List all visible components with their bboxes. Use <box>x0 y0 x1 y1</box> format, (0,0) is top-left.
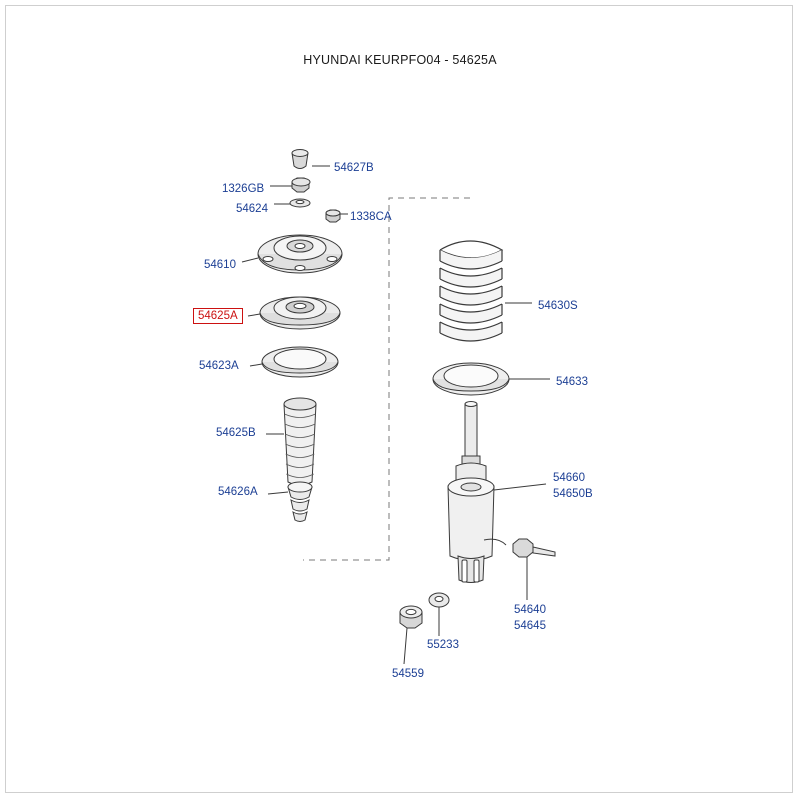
part-label-54626A[interactable]: 54626A <box>218 486 258 498</box>
part-54626A <box>268 482 312 522</box>
part-label-54640[interactable]: 54640 <box>514 604 546 616</box>
part-label-54624[interactable]: 54624 <box>236 203 268 215</box>
part-label-54625B[interactable]: 54625B <box>216 427 256 439</box>
part-54640 <box>513 539 555 600</box>
part-label-54633[interactable]: 54633 <box>556 376 588 388</box>
page-title: HYUNDAI KEURPFO04 - 54625A <box>303 53 497 67</box>
part-label-55233[interactable]: 55233 <box>427 639 459 651</box>
part-label-54660[interactable]: 54660 <box>553 472 585 484</box>
part-label-54623A[interactable]: 54623A <box>199 360 239 372</box>
part-label-54559[interactable]: 54559 <box>392 668 424 680</box>
part-54559 <box>400 606 422 664</box>
part-54624 <box>274 199 310 207</box>
part-54610 <box>242 235 342 273</box>
part-54625A <box>248 297 340 329</box>
part-54630S <box>440 241 532 341</box>
part-54660 <box>448 402 546 583</box>
part-54625B <box>266 398 316 485</box>
part-label-1326GB[interactable]: 1326GB <box>222 183 265 195</box>
part-label-1338CA[interactable]: 1338CA <box>350 211 392 223</box>
part-1326GB <box>270 178 310 192</box>
part-54623A <box>250 347 338 377</box>
part-label-54650B[interactable]: 54650B <box>553 488 593 500</box>
part-label-54630S[interactable]: 54630S <box>538 300 578 312</box>
part-label-54625A-highlighted[interactable]: 54625A <box>193 308 243 324</box>
part-55233 <box>429 593 449 636</box>
part-54627B <box>292 150 330 169</box>
part-1338CA <box>326 210 348 222</box>
part-label-54610[interactable]: 54610 <box>204 259 236 271</box>
part-54633 <box>433 363 550 395</box>
part-label-54645[interactable]: 54645 <box>514 620 546 632</box>
part-label-54627B[interactable]: 54627B <box>334 162 374 174</box>
